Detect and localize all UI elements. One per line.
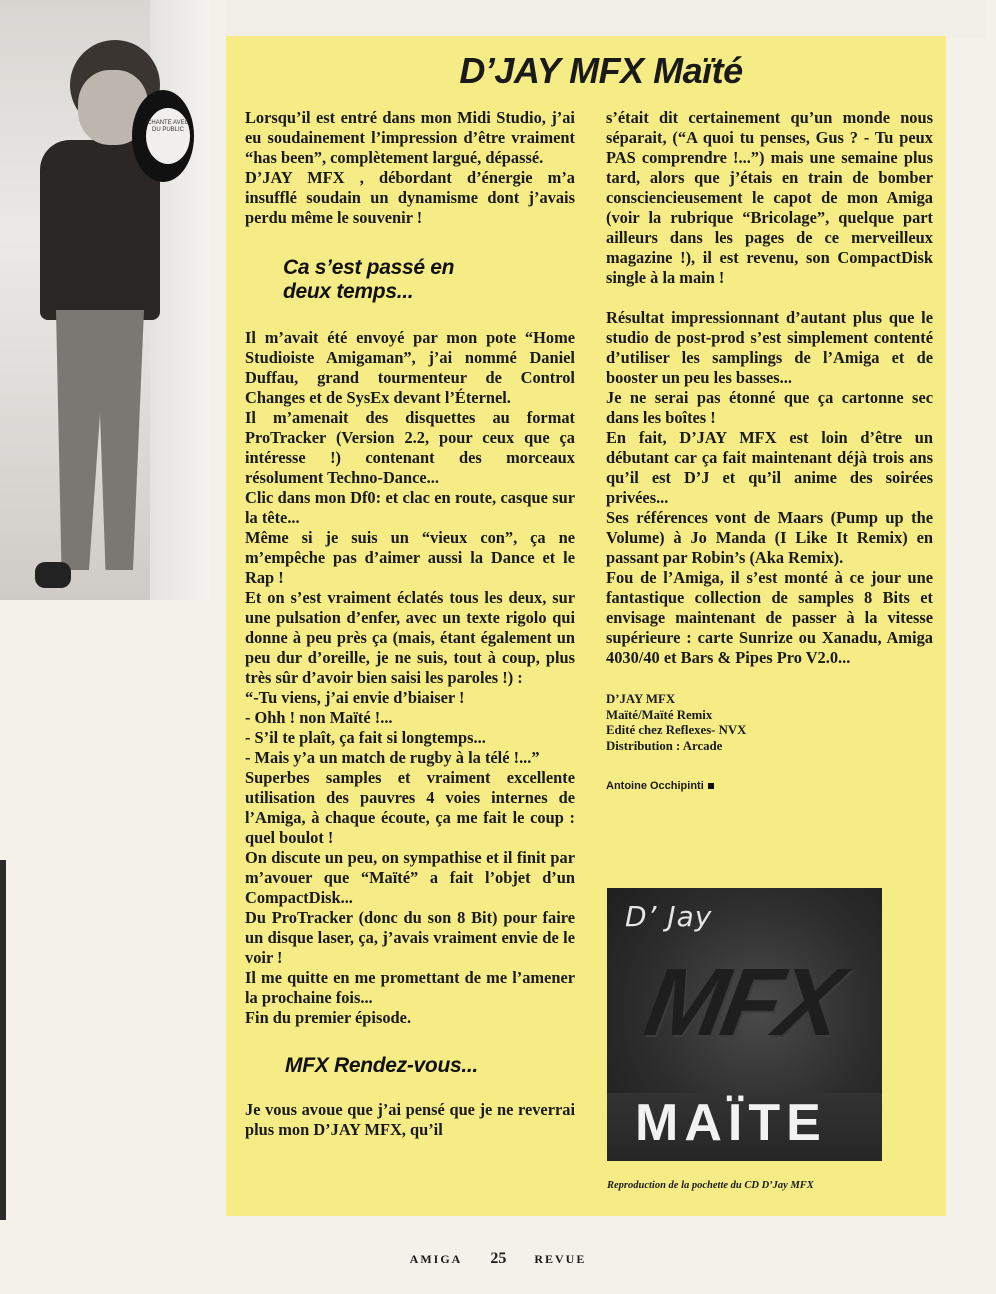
page-edge xyxy=(0,860,6,1220)
paragraph-gap xyxy=(606,288,933,308)
credit-line: Distribution : Arcade xyxy=(606,738,723,753)
author-byline xyxy=(606,776,933,796)
subheading: MFX Rendez-vous... xyxy=(285,1054,478,1077)
paragraph: Je ne serai pas étonné que ça cartonne sec dans les boîtes ! xyxy=(606,388,933,427)
article-title: D’JAY MFX Maïté xyxy=(459,50,743,91)
release-credits xyxy=(606,692,933,754)
left-column xyxy=(245,108,575,1140)
page-footer xyxy=(0,1250,996,1268)
photo-dj xyxy=(0,0,210,600)
paragraph: Et on s’est vraiment éclatés tous les deux, sur une pulsation d’enfer, avec un texte rigolo qui donne à peu près ça (mais, étant également un peu dur d’oreille, je ne suis, tout à coup, plus très sûr d’avoir bien saisi les paroles !) : xyxy=(245,588,575,687)
page-number: 25 xyxy=(490,1250,507,1267)
paragraph: Je vous avoue que j’ai pensé que je ne reverrai plus mon D’JAY MFX, qu’il xyxy=(245,1100,575,1139)
photo-legs xyxy=(45,310,155,570)
image-caption: Reproduction de la pochette du CD D’Jay MFX xyxy=(607,1180,814,1191)
paragraph: Il me quitte en me promettant de me l’amener la prochaine fois... xyxy=(245,968,575,1007)
paragraph: s’était dit certainement qu’un monde nous séparait, (“A quoi tu penses, Gus ? - Tu peux PAS comprendre !...”) mais une semaine plus tard, alors que j’étais en train de bomber consciencieusement le capot de mon Amiga (voir la rubrique “Bricolage”, quelque part ailleurs dans les pages de ce merveilleux magazine !), il est revenu, son CompactDisk single à la main ! xyxy=(606,108,933,287)
dialogue-line: - Ohh ! non Maïté !... xyxy=(245,708,393,727)
credit-line: Maïté/Maïté Remix xyxy=(606,707,713,722)
footer-magazine-left: AMIGA xyxy=(409,1252,463,1266)
subheading: Ca s’est passé en deux temps... xyxy=(283,256,455,303)
background-strip xyxy=(226,0,986,38)
dialogue-line: “-Tu viens, j’ai envie d’biaiser ! xyxy=(245,688,465,707)
paragraph: Il m’amenait des disquettes au format ProTracker (Version 2.2, pour ceux que ça intéresse !) contenant des morceaux résolument Techno-Dance... xyxy=(245,408,575,487)
paragraph: Il m’avait été envoyé par mon pote “Home Studioiste Amigaman”, j’ai nommé Daniel Duffau, grand tourmenteur de Control Changes et de SysEx devant l’Éternel. xyxy=(245,328,575,407)
paragraph: On discute un peu, on sympathise et il finit par m’avouer que “Maïté” a fait l’objet d’un CompactDisk... xyxy=(245,848,575,907)
cd-cover-image xyxy=(607,888,882,1161)
dialogue-line: - Mais y’a un match de rugby à la télé !...” xyxy=(245,748,540,767)
paragraph: Même si je suis un “vieux con”, ça ne m’empêche pas d’aimer aussi la Dance et le Rap ! xyxy=(245,528,575,587)
cd-logo: MFX xyxy=(637,949,848,1056)
credit-line: D’JAY MFX xyxy=(606,692,676,706)
cd-title: MAÏTE xyxy=(635,1094,827,1152)
credit-line: Edité chez Reflexes- NVX xyxy=(606,723,747,737)
photo-shoe xyxy=(35,562,71,588)
paragraph: En fait, D’JAY MFX est loin d’être un débutant car ça fait maintenant déjà trois ans qu’il est D’J et qu’il anime des soirées privées... xyxy=(606,428,933,507)
paragraph: Fou de l’Amiga, il s’est monté à ce jour une fantastique collection de samples 8 Bits et envisage maintenant de passer à la vitesse supérieure : carte Sunrize ou Xanadu, Amiga 4030/40 et Bars & Pipes Pro V2.0... xyxy=(606,568,933,667)
paragraph: D’JAY MFX , débordant d’énergie m’a insufflé soudain un dynamisme dont j’avais perdu même le souvenir ! xyxy=(245,168,575,227)
cd-brand: D’ Jay xyxy=(625,900,713,933)
paragraph: Fin du premier épisode. xyxy=(245,1008,412,1027)
paragraph: Résultat impressionnant d’autant plus que le studio de post-prod s’est simplement contenté d’utiliser les samplings de l’Amiga et de booster un peu les basses... xyxy=(606,308,933,387)
dialogue-line: - S’il te plaît, ça fait si longtemps... xyxy=(245,728,486,747)
paragraph: Ses références vont de Maars (Pump up the Volume) à Jo Manda (I Like It Remix) en passant par Robin’s (Aka Remix). xyxy=(606,508,933,567)
end-mark-icon xyxy=(708,783,714,789)
paragraph: Lorsqu’il est entré dans mon Midi Studio, j’ai eu soudainement l’impression d’être vraiment “has been”, complètement largué, dépassé. xyxy=(245,108,575,167)
right-column xyxy=(606,108,933,796)
paragraph: Du ProTracker (donc du son 8 Bit) pour faire un disque laser, ça, j’avais vraiment envie de le voir ! xyxy=(245,908,575,967)
photo-disc-label: CHANTE AVEC DU PUBLIC xyxy=(146,108,190,164)
paragraph: Superbes samples et vraiment excellente utilisation des pauvres 4 voies internes de l’Amiga, à chaque écoute, ça me fait le coup : quel boulot ! xyxy=(245,768,575,847)
author-name: Antoine Occhipinti xyxy=(606,780,704,792)
paragraph: Clic dans mon Df0: et clac en route, casque sur la tête... xyxy=(245,488,575,527)
footer-magazine-right: REVUE xyxy=(534,1252,587,1266)
